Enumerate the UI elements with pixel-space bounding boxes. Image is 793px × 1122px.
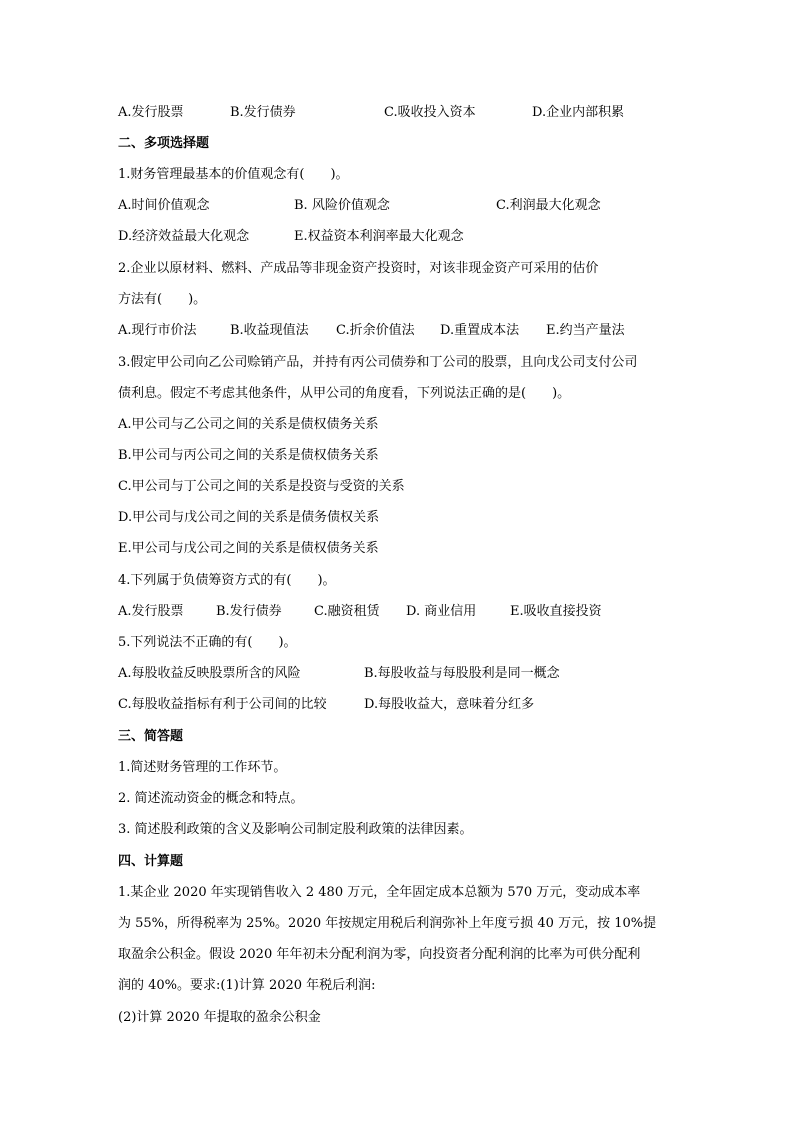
option-d: D.经济效益最大化观念	[118, 229, 250, 244]
question-options	[118, 697, 678, 713]
option-a: A.发行股票	[118, 604, 184, 619]
option-e: E.甲公司与戊公司之间的关系是债权债务关系	[118, 541, 379, 556]
option-b: B.发行债券	[216, 604, 282, 619]
option-d: D.每股收益大，意味着分红多	[364, 697, 535, 712]
question-stem-cont: 方法有( )。	[118, 292, 207, 307]
section-heading-short-answer: 三、简答题	[118, 729, 184, 744]
option-d: D.甲公司与戊公司之间的关系是债务债权关系	[118, 510, 380, 525]
short-answer-item: 1.简述财务管理的工作环节。	[118, 760, 287, 775]
option-e: E.吸收直接投资	[510, 604, 602, 619]
option-b: B.发行债券	[230, 105, 296, 120]
option-d: D. 商业信用	[406, 604, 477, 619]
option-e: E.约当产量法	[546, 323, 625, 338]
calc-question-line: (2)计算 2020 年提取的盈余公积金	[118, 1010, 321, 1025]
short-answer-item: 3. 简述股利政策的含义及影响公司制定股利政策的法律因素。	[118, 822, 473, 837]
question-options	[118, 198, 678, 214]
question-options	[118, 604, 678, 620]
option-e: E.权益资本利润率最大化观念	[294, 229, 464, 244]
section-heading-multiple-choice: 二、多项选择题	[118, 136, 210, 151]
calc-question-line: 取盈余公积金。假设 2020 年年初未分配利润为零，向投资者分配利润的比率为可供分配利	[118, 947, 641, 962]
calc-question-line: 1.某企业 2020 年实现销售收入 2 480 万元，全年固定成本总额为 570 万元，变动成本率	[118, 885, 641, 900]
question-options	[118, 229, 678, 245]
option-c: C.甲公司与丁公司之间的关系是投资与受资的关系	[118, 479, 405, 494]
question-stem: 3.假定甲公司向乙公司赊销产品，并持有丙公司债券和丁公司的股票，且向戊公司支付公司	[118, 355, 638, 370]
short-answer-item: 2. 简述流动资金的概念和特点。	[118, 791, 304, 806]
option-a: A.时间价值观念	[118, 198, 210, 213]
option-b: B. 风险价值观念	[294, 198, 390, 213]
option-a: A.甲公司与乙公司之间的关系是债权债务关系	[118, 417, 379, 432]
section-heading-calculation: 四、计算题	[118, 854, 184, 869]
option-b: B.甲公司与丙公司之间的关系是债权债务关系	[118, 448, 379, 463]
option-a: A.现行市价法	[118, 323, 197, 338]
question-stem: 4.下列属于负债筹资方式的有( )。	[118, 573, 336, 588]
question-stem: 2.企业以原材料、燃料、产成品等非现金资产投资时，对该非现金资产可采用的估价	[118, 261, 599, 276]
option-b: B.收益现值法	[230, 323, 309, 338]
calc-question-line: 润的 40%。要求:(1)计算 2020 年税后利润:	[118, 978, 376, 993]
calc-question-line: 为 55%，所得税率为 25%。2020 年按规定用税后利润弥补上年度亏损 40 万元，按 10%提	[118, 916, 657, 931]
question-options	[118, 666, 678, 682]
option-b: B.每股收益与每股股利是同一概念	[364, 666, 560, 681]
prev-question-options	[118, 105, 678, 121]
option-a: A.发行股票	[118, 105, 184, 120]
option-c: C.每股收益指标有利于公司间的比较	[118, 697, 327, 712]
option-c: C.吸收投入资本	[384, 105, 476, 120]
question-stem: 5.下列说法不正确的有( )。	[118, 635, 297, 650]
question-stem-cont: 债利息。假定不考虑其他条件，从甲公司的角度看，下列说法正确的是( )。	[118, 386, 571, 401]
option-c: C.融资租赁	[314, 604, 380, 619]
question-stem: 1.财务管理最基本的价值观念有( )。	[118, 167, 349, 182]
option-d: D.企业内部积累	[532, 105, 625, 120]
option-c: C.折余价值法	[336, 323, 415, 338]
option-d: D.重置成本法	[440, 323, 520, 338]
option-c: C.利润最大化观念	[496, 198, 601, 213]
option-a: A.每股收益反映股票所含的风险	[118, 666, 301, 681]
question-options	[118, 323, 678, 339]
